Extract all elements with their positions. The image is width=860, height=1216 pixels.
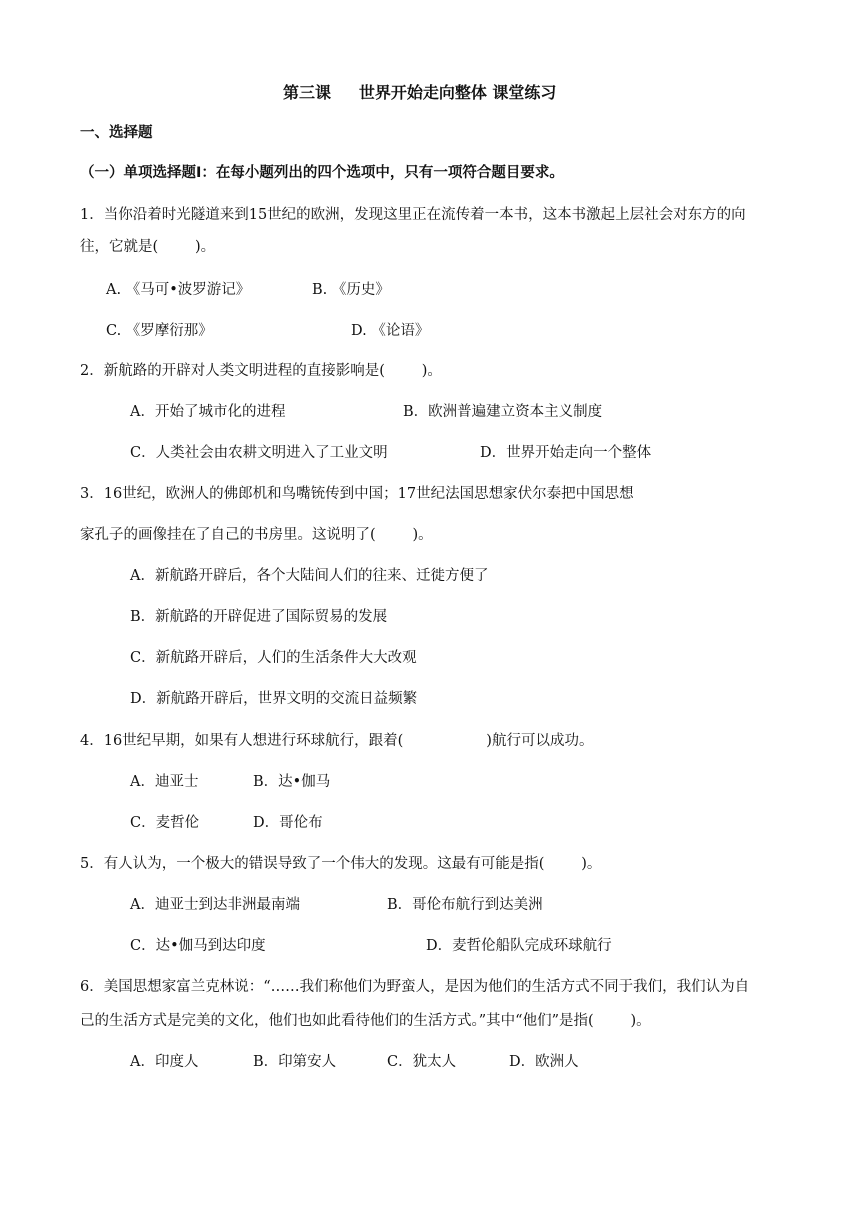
question-3-stem-cont: 家孔子的画像挂在了自己的书房里。这说明了( )。 — [80, 527, 433, 543]
question-2-stem: 2．新航路的开辟对人类文明进程的直接影响是( )。 — [80, 363, 442, 379]
question-3-option-d: D．新航路开辟后，世界文明的交流日益频繁 — [130, 691, 418, 707]
question-1-option-d: D. 《论语》 — [351, 323, 430, 339]
question-2-option-a: A．开始了城市化的进程 — [130, 404, 286, 420]
question-4-option-b: B．达•伽马 — [253, 774, 331, 790]
question-6-stem: 6．美国思想家富兰克林说：“……我们称他们为野蛮人，是因为他们的生活方式不同于我们，我们认为自 — [80, 979, 750, 995]
question-3-option-c: C．新航路开辟后，人们的生活条件大大改观 — [130, 650, 417, 666]
question-2-option-b: B．欧洲普遍建立资本主义制度 — [403, 404, 603, 420]
question-2-option-d: D．世界开始走向一个整体 — [480, 445, 652, 461]
question-3-option-b: B．新航路的开辟促进了国际贸易的发展 — [130, 609, 388, 625]
question-1-stem-cont: 往，它就是( )。 — [80, 239, 216, 255]
question-4-option-c: C．麦哲伦 — [130, 815, 200, 831]
question-1-stem: 1．当你沿着时光隧道来到15世纪的欧洲，发现这里正在流传着一本书，这本书激起上层社会对东方的向 — [80, 207, 746, 223]
section-heading: 一、选择题 — [80, 125, 153, 141]
question-5-stem: 5．有人认为，一个极大的错误导致了一个伟大的发现。这最有可能是指( )。 — [80, 856, 602, 872]
page-title: 第三课 世界开始走向整体 课堂练习 — [283, 83, 557, 102]
question-6-option-b: B．印第安人 — [253, 1054, 337, 1070]
question-1-option-b: B. 《历史》 — [312, 282, 390, 298]
question-4-stem: 4．16世纪早期，如果有人想进行环球航行，跟着( )航行可以成功。 — [80, 733, 594, 749]
question-5-option-c: C．达•伽马到达印度 — [130, 938, 266, 954]
question-6-stem-cont: 己的生活方式是完美的文化，他们也如此看待他们的生活方式。”其中“他们”是指( )。 — [80, 1013, 651, 1029]
question-1-option-a: A. 《马可•波罗游记》 — [106, 282, 251, 298]
question-3-stem: 3．16世纪，欧洲人的佛郎机和鸟嘴铳传到中国；17世纪法国思想家伏尔泰把中国思想 — [80, 486, 634, 502]
question-6-option-d: D．欧洲人 — [509, 1054, 579, 1070]
question-6-option-c: C．犹太人 — [387, 1054, 457, 1070]
question-4-option-a: A．迪亚士 — [130, 774, 199, 790]
question-1-option-c: C. 《罗摩衍那》 — [106, 323, 213, 339]
question-4-option-d: D．哥伦布 — [253, 815, 323, 831]
question-5-option-a: A．迪亚士到达非洲最南端 — [130, 897, 300, 913]
question-2-option-c: C．人类社会由农耕文明进入了工业文明 — [130, 445, 388, 461]
subsection-instruction: （一）单项选择题Ⅰ：在每小题列出的四个选项中，只有一项符合题目要求。 — [80, 165, 564, 181]
question-3-option-a: A．新航路开辟后，各个大陆间人们的往来、迁徙方便了 — [130, 568, 489, 584]
question-5-option-b: B．哥伦布航行到达美洲 — [387, 897, 543, 913]
question-6-option-a: A．印度人 — [130, 1054, 199, 1070]
question-5-option-d: D．麦哲伦船队完成环球航行 — [426, 938, 612, 954]
